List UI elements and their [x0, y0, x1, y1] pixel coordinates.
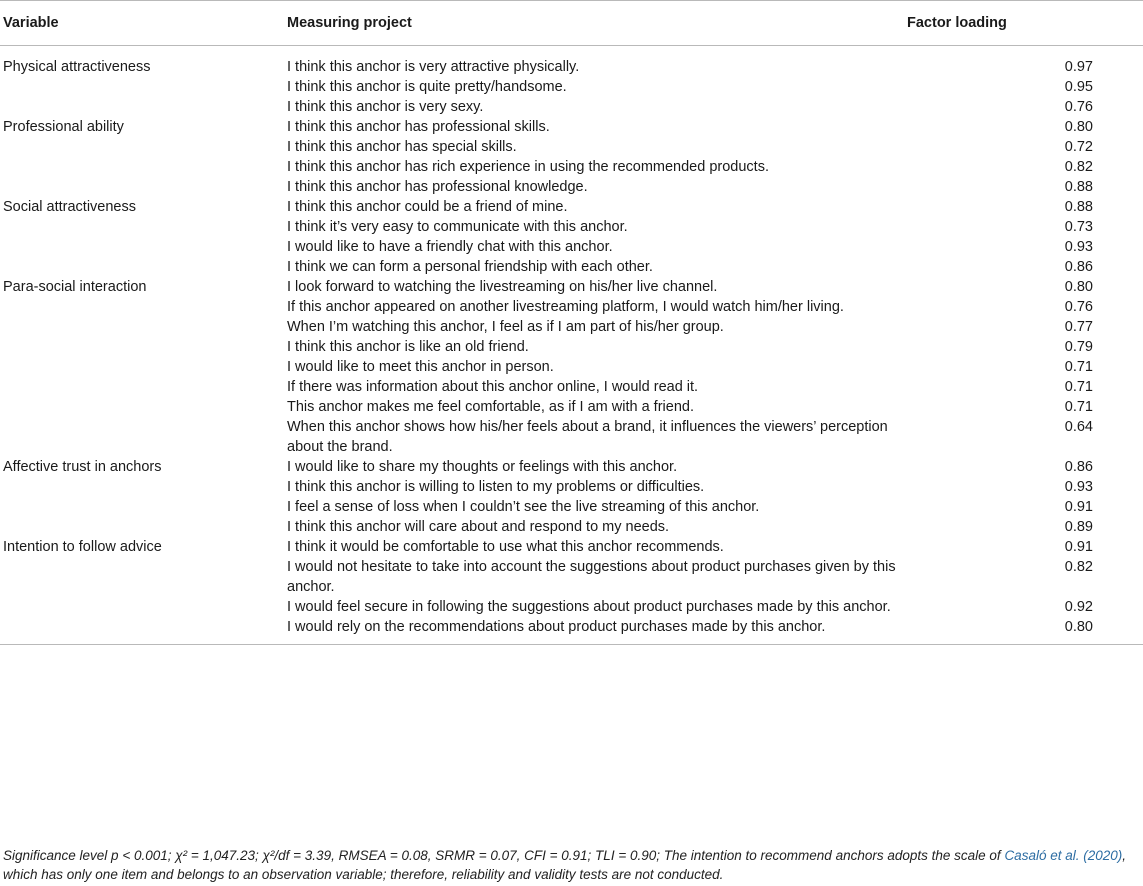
factor-loading-cell: 0.64 [1064, 419, 1093, 435]
factor-loading-cell: 0.86 [1064, 459, 1093, 475]
table-row [0, 377, 1143, 397]
variable-cell-empty [0, 157, 287, 177]
measuring-item-cell: When this anchor shows how his/her feels about a brand, it influences the viewers’ perception about the brand. [287, 419, 888, 455]
variable-cell-empty [0, 137, 287, 157]
measuring-item-cell: I think it’s very easy to communicate with this anchor. [287, 219, 628, 235]
footnote-text-end: , which has only one item and belongs to an observation variable; therefore, reliability and validity tests are not conducted. [3, 848, 1127, 882]
variable-cell-empty [0, 557, 287, 597]
variable-cell-empty [0, 397, 287, 417]
table-row [0, 97, 1143, 117]
table-row [0, 117, 1143, 137]
variable-cell-empty [0, 517, 287, 537]
table-row [0, 397, 1143, 417]
table-body [0, 46, 1143, 645]
table-row [0, 277, 1143, 297]
variable-cell: Social attractiveness [3, 199, 136, 215]
factor-loading-cell: 0.71 [1064, 379, 1093, 395]
table-row [0, 457, 1143, 477]
measuring-item-cell: I think this anchor is willing to listen to my problems or difficulties. [287, 479, 705, 495]
measuring-item-cell: If this anchor appeared on another livestreaming platform, I would watch him/her living. [287, 299, 844, 315]
factor-loading-cell: 0.80 [1064, 279, 1093, 295]
measuring-item-cell: I would feel secure in following the suggestions about product purchases made by this anchor. [287, 599, 891, 615]
factor-loading-cell: 0.76 [1064, 299, 1093, 315]
variable-cell: Physical attractiveness [3, 59, 151, 75]
factor-loading-cell: 0.82 [1064, 159, 1093, 175]
measuring-item-cell: I think this anchor is very attractive physically. [287, 59, 580, 75]
table-row [0, 237, 1143, 257]
table-row [0, 497, 1143, 517]
measuring-item-cell: I think it would be comfortable to use what this anchor recommends. [287, 539, 724, 555]
factor-loading-cell: 0.79 [1064, 339, 1093, 355]
measuring-item-cell: I would like to have a friendly chat with this anchor. [287, 239, 613, 255]
factor-loading-cell: 0.95 [1064, 79, 1093, 95]
factor-loading-cell: 0.92 [1064, 599, 1093, 615]
measuring-item-cell: I would rely on the recommendations about product purchases made by this anchor. [287, 617, 907, 645]
footnote-text: Significance level p < 0.001; χ² = 1,047.23; χ²/df = 3.39, RMSEA = 0.08, SRMR = 0.07, CFI = 0.91; TLI = 0.90; The intention to recommend anchors adopts the scale of [3, 848, 1005, 863]
variable-cell: Para-social interaction [3, 279, 147, 295]
measuring-item-cell: If there was information about this anchor online, I would read it. [287, 379, 699, 395]
variable-cell-empty [0, 377, 287, 397]
measuring-item-cell: This anchor makes me feel comfortable, as if I am with a friend. [287, 399, 694, 415]
variable-cell-empty [0, 317, 287, 337]
measuring-item-cell: I look forward to watching the livestreaming on his/her live channel. [287, 279, 718, 295]
table-row [0, 337, 1143, 357]
measuring-item-cell: I think we can form a personal friendship with each other. [287, 259, 653, 275]
table-row [0, 517, 1143, 537]
measuring-item-cell: I think this anchor has professional knowledge. [287, 179, 588, 195]
measuring-item-cell: When I’m watching this anchor, I feel as if I am part of his/her group. [287, 319, 724, 335]
variable-cell-empty [0, 257, 287, 277]
variable-cell: Affective trust in anchors [3, 459, 162, 475]
factor-loading-cell: 0.77 [1064, 319, 1093, 335]
table-row [0, 557, 1143, 597]
factor-loading-cell: 0.88 [1064, 199, 1093, 215]
factor-loading-cell: 0.86 [1064, 259, 1093, 275]
variable-cell-empty [0, 237, 287, 257]
measuring-item-cell: I think this anchor is very sexy. [287, 99, 484, 115]
variable-cell-empty [0, 337, 287, 357]
variable-cell: Intention to follow advice [3, 539, 162, 555]
citation-link[interactable]: Casaló et al. (2020) [1004, 848, 1123, 863]
header-measuring-project: Measuring project [287, 1, 907, 46]
variable-cell-empty [0, 217, 287, 237]
measuring-item-cell: I think this anchor will care about and respond to my needs. [287, 519, 670, 535]
factor-loading-cell: 0.93 [1064, 239, 1093, 255]
variable-cell-empty [0, 177, 287, 197]
measuring-item-cell: I think this anchor is quite pretty/handsome. [287, 79, 567, 95]
factor-loading-cell: 0.82 [1064, 559, 1093, 575]
measuring-item-cell: I think this anchor could be a friend of mine. [287, 199, 568, 215]
header-factor-loading: Factor loading [907, 1, 1143, 46]
variable-cell-empty [0, 77, 287, 97]
measuring-item-cell: I would like to meet this anchor in person. [287, 359, 554, 375]
variable-cell-empty [0, 477, 287, 497]
table-row [0, 417, 1143, 457]
factor-loading-cell: 0.71 [1064, 359, 1093, 375]
measuring-item-cell: I think this anchor has special skills. [287, 139, 517, 155]
factor-loading-cell: 0.93 [1064, 479, 1093, 495]
measuring-item-cell: I feel a sense of loss when I couldn’t see the live streaming of this anchor. [287, 499, 760, 515]
table-row [0, 597, 1143, 617]
factor-loading-cell: 0.91 [1064, 499, 1093, 515]
variable-cell-empty [0, 97, 287, 117]
table-row [0, 137, 1143, 157]
factor-loading-cell: 0.76 [1064, 99, 1093, 115]
table-row [0, 477, 1143, 497]
variable-cell-empty [0, 357, 287, 377]
variable-cell-empty [0, 617, 287, 645]
table-row [0, 297, 1143, 317]
factor-loading-cell: 0.89 [1064, 519, 1093, 535]
factor-loading-cell: 0.80 [907, 617, 1143, 645]
header-variable: Variable [0, 1, 287, 46]
table-row [0, 617, 1143, 645]
measuring-item-cell: I think this anchor has rich experience in using the recommended products. [287, 159, 769, 175]
factor-loading-cell: 0.91 [1064, 539, 1093, 555]
table-row [0, 197, 1143, 217]
factor-loading-cell: 0.72 [1064, 139, 1093, 155]
table-row [0, 157, 1143, 177]
table-row [0, 77, 1143, 97]
measuring-item-cell: I would not hesitate to take into account the suggestions about product purchases given by this anchor. [287, 559, 896, 595]
measuring-item-cell: I think this anchor is like an old friend. [287, 339, 529, 355]
factor-loading-cell: 0.80 [1064, 119, 1093, 135]
table-row [0, 46, 1143, 78]
variable-cell-empty [0, 297, 287, 317]
table-header-row [0, 1, 1143, 46]
variable-cell-empty [0, 417, 287, 457]
variable-cell: Professional ability [3, 119, 124, 135]
table-footnote [3, 846, 1138, 884]
factor-loading-cell: 0.97 [1064, 59, 1093, 75]
table-row [0, 317, 1143, 337]
measuring-item-cell: I would like to share my thoughts or feelings with this anchor. [287, 459, 678, 475]
variable-cell-empty [0, 597, 287, 617]
measuring-item-cell: I think this anchor has professional skills. [287, 119, 550, 135]
table-row [0, 357, 1143, 377]
table-row [0, 257, 1143, 277]
factor-loading-cell: 0.71 [1064, 399, 1093, 415]
factor-loading-cell: 0.73 [1064, 219, 1093, 235]
factor-loading-cell: 0.88 [1064, 179, 1093, 195]
table-row [0, 537, 1143, 557]
variable-cell-empty [0, 497, 287, 517]
table-row [0, 177, 1143, 197]
table-row [0, 217, 1143, 237]
